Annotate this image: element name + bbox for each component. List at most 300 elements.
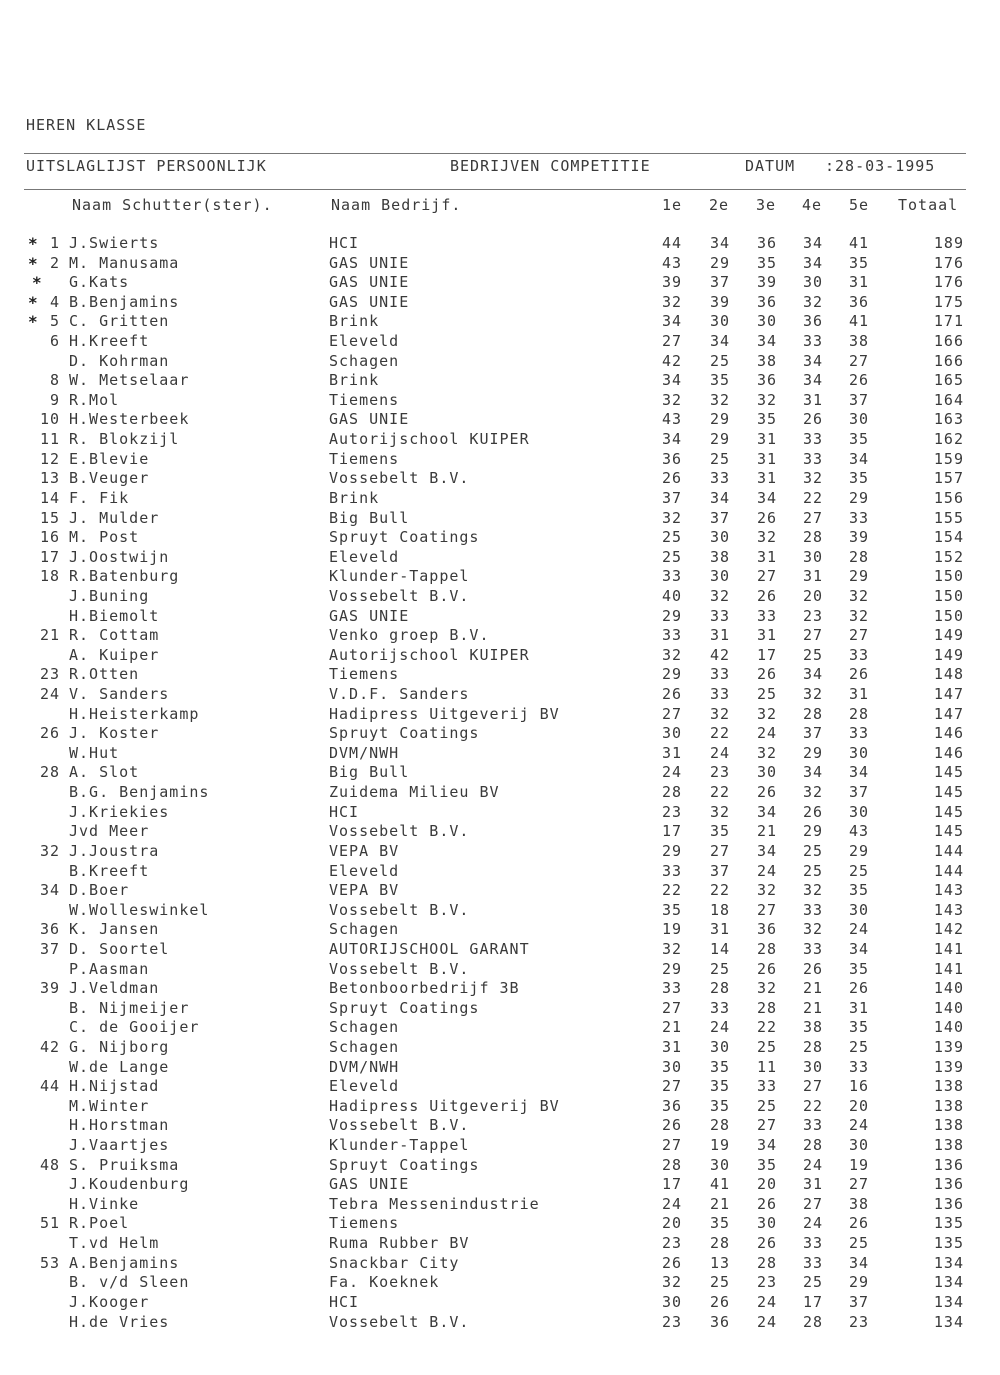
score-1: 40 — [661, 586, 683, 605]
shooter-name: V. Sanders — [69, 685, 170, 704]
total-score: 165 — [933, 371, 964, 390]
score-5: 30 — [848, 1136, 870, 1155]
total-score: 144 — [933, 861, 964, 880]
score-5: 26 — [848, 371, 870, 390]
score-1: 32 — [661, 939, 683, 958]
score-3: 24 — [756, 861, 778, 880]
shooter-name: H.Vinke — [69, 1194, 140, 1213]
total-score: 136 — [933, 1175, 964, 1194]
score-4: 28 — [802, 1312, 824, 1331]
date-label: DATUM — [745, 157, 796, 175]
score-3: 32 — [756, 979, 778, 998]
score-1: 43 — [661, 410, 683, 429]
company-name: Vossebelt B.V. — [329, 959, 470, 978]
score-2: 34 — [709, 488, 731, 507]
company-name: DVM/NWH — [329, 1057, 400, 1076]
table-row — [0, 842, 1000, 862]
score-4: 31 — [802, 567, 824, 586]
score-3: 23 — [756, 1273, 778, 1292]
score-2: 33 — [709, 469, 731, 488]
score-3: 35 — [756, 1155, 778, 1174]
score-5: 41 — [848, 234, 870, 252]
score-4: 32 — [802, 881, 824, 900]
company-name: VEPA BV — [329, 881, 400, 900]
score-5: 34 — [848, 763, 870, 782]
score-2: 41 — [709, 1175, 731, 1194]
score-4: 28 — [802, 704, 824, 723]
score-3: 21 — [756, 822, 778, 841]
company-name: GAS UNIE — [329, 606, 410, 625]
score-1: 29 — [661, 665, 683, 684]
company-name: Schagen — [329, 351, 400, 370]
score-2: 33 — [709, 606, 731, 625]
score-4: 37 — [802, 724, 824, 743]
score-3: 27 — [756, 567, 778, 586]
rank: 51 — [39, 1214, 60, 1233]
company-name: Eleveld — [329, 332, 400, 351]
score-5: 33 — [848, 645, 870, 664]
rank: 42 — [39, 1037, 60, 1056]
total-score: 148 — [933, 665, 964, 684]
score-3: 27 — [756, 900, 778, 919]
shooter-name: H.Horstman — [69, 1116, 170, 1135]
shooter-name: C. Gritten — [69, 312, 170, 331]
score-5: 27 — [848, 1175, 870, 1194]
shooter-name: C. de Gooijer — [69, 1018, 200, 1037]
score-3: 33 — [756, 1077, 778, 1096]
table-row — [0, 430, 1000, 450]
score-5: 35 — [848, 253, 870, 272]
score-4: 25 — [802, 841, 824, 860]
rank: 34 — [39, 881, 60, 900]
column-header-3e: 3e — [756, 196, 777, 214]
company-name: Vossebelt B.V. — [329, 900, 470, 919]
score-1: 26 — [661, 1253, 683, 1272]
shooter-name: A. Slot — [69, 763, 140, 782]
score-1: 32 — [661, 390, 683, 409]
total-score: 150 — [933, 586, 964, 605]
total-score: 139 — [933, 1037, 964, 1056]
table-row — [0, 1097, 1000, 1117]
header-center: BEDRIJVEN COMPETITIE — [450, 157, 651, 175]
score-3: 30 — [756, 312, 778, 331]
score-1: 34 — [661, 312, 683, 331]
score-5: 26 — [848, 665, 870, 684]
score-5: 41 — [848, 312, 870, 331]
total-score: 140 — [933, 998, 964, 1017]
score-1: 30 — [661, 1057, 683, 1076]
shooter-name: H.Heisterkamp — [69, 704, 200, 723]
company-name: Zuidema Milieu BV — [329, 783, 500, 802]
shooter-name: H.Westerbeek — [69, 410, 190, 429]
shooter-name: R. Cottam — [69, 626, 160, 645]
score-3: 24 — [756, 1312, 778, 1331]
rank: 28 — [39, 763, 60, 782]
company-name: Spruyt Coatings — [329, 1155, 480, 1174]
table-row — [0, 1156, 1000, 1176]
score-2: 14 — [709, 939, 731, 958]
company-name: Vossebelt B.V. — [329, 822, 470, 841]
shooter-name: J.Joustra — [69, 841, 160, 860]
score-1: 23 — [661, 1234, 683, 1253]
total-score: 144 — [933, 841, 964, 860]
score-5: 35 — [848, 1018, 870, 1037]
score-5: 30 — [848, 410, 870, 429]
score-2: 29 — [709, 430, 731, 449]
table-row — [0, 567, 1000, 587]
rank: 4 — [49, 292, 60, 311]
date-value: :28-03-1995 — [825, 157, 936, 175]
score-5: 35 — [848, 469, 870, 488]
company-name: GAS UNIE — [329, 273, 410, 292]
score-2: 28 — [709, 1116, 731, 1135]
score-4: 26 — [802, 410, 824, 429]
score-4: 31 — [802, 390, 824, 409]
rank: 24 — [39, 685, 60, 704]
score-3: 31 — [756, 449, 778, 468]
score-3: 34 — [756, 1136, 778, 1155]
table-row — [0, 1214, 1000, 1234]
total-score: 176 — [933, 273, 964, 292]
table-row — [0, 881, 1000, 901]
table-row — [0, 999, 1000, 1019]
table-row — [0, 1038, 1000, 1058]
qualifier-mark: * — [32, 273, 43, 293]
score-2: 26 — [709, 1292, 731, 1311]
score-2: 24 — [709, 1018, 731, 1037]
score-1: 43 — [661, 253, 683, 272]
score-5: 26 — [848, 979, 870, 998]
table-row — [0, 332, 1000, 352]
table-row — [0, 312, 1000, 332]
shooter-name: H.Kreeft — [69, 332, 150, 351]
score-3: 36 — [756, 292, 778, 311]
total-score: 141 — [933, 959, 964, 978]
score-2: 22 — [709, 724, 731, 743]
score-4: 33 — [802, 430, 824, 449]
total-score: 176 — [933, 253, 964, 272]
column-header-2e: 2e — [709, 196, 730, 214]
score-5: 30 — [848, 802, 870, 821]
score-1: 42 — [661, 351, 683, 370]
header-rule-bottom — [24, 189, 966, 190]
score-3: 26 — [756, 783, 778, 802]
rank: 6 — [49, 332, 60, 351]
score-1: 27 — [661, 998, 683, 1017]
qualifier-mark: * — [28, 253, 39, 273]
shooter-name: S. Pruiksma — [69, 1155, 180, 1174]
score-3: 11 — [756, 1057, 778, 1076]
score-3: 32 — [756, 390, 778, 409]
score-2: 22 — [709, 881, 731, 900]
score-5: 27 — [848, 626, 870, 645]
score-5: 32 — [848, 586, 870, 605]
shooter-name: B. Nijmeijer — [69, 998, 190, 1017]
company-name: AUTORIJSCHOOL GARANT — [329, 939, 530, 958]
score-2: 22 — [709, 783, 731, 802]
total-score: 134 — [933, 1253, 964, 1272]
score-1: 17 — [661, 822, 683, 841]
score-5: 37 — [848, 390, 870, 409]
company-name: Eleveld — [329, 1077, 400, 1096]
table-row — [0, 587, 1000, 607]
total-score: 162 — [933, 430, 964, 449]
column-header-company: Naam Bedrijf. — [331, 196, 462, 214]
score-2: 21 — [709, 1194, 731, 1213]
score-3: 34 — [756, 802, 778, 821]
shooter-name: H.Nijstad — [69, 1077, 160, 1096]
shooter-name: P.Aasman — [69, 959, 150, 978]
score-3: 24 — [756, 1292, 778, 1311]
score-4: 26 — [802, 802, 824, 821]
score-3: 36 — [756, 234, 778, 252]
shooter-name: W.de Lange — [69, 1057, 170, 1076]
score-1: 32 — [661, 1273, 683, 1292]
score-4: 32 — [802, 920, 824, 939]
score-4: 25 — [802, 861, 824, 880]
score-1: 27 — [661, 1136, 683, 1155]
score-3: 25 — [756, 1037, 778, 1056]
company-name: Klunder-Tappel — [329, 567, 470, 586]
score-5: 28 — [848, 547, 870, 566]
total-score: 152 — [933, 547, 964, 566]
company-name: Tebra Messenindustrie — [329, 1194, 540, 1213]
table-row — [0, 450, 1000, 470]
score-5: 34 — [848, 939, 870, 958]
total-score: 146 — [933, 743, 964, 762]
score-5: 34 — [848, 1253, 870, 1272]
score-2: 37 — [709, 861, 731, 880]
total-score: 134 — [933, 1273, 964, 1292]
score-3: 36 — [756, 920, 778, 939]
score-3: 30 — [756, 1214, 778, 1233]
table-row — [0, 979, 1000, 999]
score-2: 25 — [709, 449, 731, 468]
total-score: 138 — [933, 1077, 964, 1096]
score-4: 32 — [802, 469, 824, 488]
table-row — [0, 607, 1000, 627]
company-name: DVM/NWH — [329, 743, 400, 762]
shooter-name: R. Blokzijl — [69, 430, 180, 449]
score-1: 27 — [661, 1077, 683, 1096]
score-2: 24 — [709, 743, 731, 762]
shooter-name: J.Vaartjes — [69, 1136, 170, 1155]
score-5: 38 — [848, 332, 870, 351]
column-header-1e: 1e — [662, 196, 683, 214]
score-2: 30 — [709, 1037, 731, 1056]
company-name: Fa. Koeknek — [329, 1273, 440, 1292]
table-row — [0, 901, 1000, 921]
table-row — [0, 685, 1000, 705]
score-4: 27 — [802, 508, 824, 527]
total-score: 143 — [933, 881, 964, 900]
shooter-name: R.Batenburg — [69, 567, 180, 586]
shooter-name: J.Koudenburg — [69, 1175, 190, 1194]
class-title: HEREN KLASSE — [26, 116, 147, 134]
score-3: 31 — [756, 469, 778, 488]
score-4: 26 — [802, 959, 824, 978]
shooter-name: J.Oostwijn — [69, 547, 170, 566]
score-5: 23 — [848, 1312, 870, 1331]
score-4: 34 — [802, 234, 824, 252]
company-name: Autorijschool KUIPER — [329, 430, 530, 449]
score-2: 33 — [709, 685, 731, 704]
table-row — [0, 724, 1000, 744]
score-3: 34 — [756, 332, 778, 351]
score-3: 26 — [756, 1194, 778, 1213]
score-4: 33 — [802, 1234, 824, 1253]
score-5: 25 — [848, 861, 870, 880]
score-2: 13 — [709, 1253, 731, 1272]
score-2: 35 — [709, 822, 731, 841]
shooter-name: B. v/d Sleen — [69, 1273, 190, 1292]
company-name: Snackbar City — [329, 1253, 460, 1272]
score-2: 25 — [709, 351, 731, 370]
shooter-name: J.Kriekies — [69, 802, 170, 821]
score-1: 31 — [661, 743, 683, 762]
table-row — [0, 705, 1000, 725]
score-1: 35 — [661, 900, 683, 919]
shooter-name: J.Buning — [69, 586, 150, 605]
score-1: 26 — [661, 469, 683, 488]
shooter-name: M. Manusama — [69, 253, 180, 272]
score-3: 26 — [756, 508, 778, 527]
table-row — [0, 920, 1000, 940]
table-row — [0, 1077, 1000, 1097]
score-5: 16 — [848, 1077, 870, 1096]
score-4: 34 — [802, 351, 824, 370]
score-2: 32 — [709, 704, 731, 723]
score-2: 35 — [709, 1057, 731, 1076]
company-name: Eleveld — [329, 547, 400, 566]
company-name: GAS UNIE — [329, 292, 410, 311]
total-score: 164 — [933, 390, 964, 409]
score-1: 30 — [661, 1292, 683, 1311]
score-2: 31 — [709, 920, 731, 939]
score-2: 25 — [709, 1273, 731, 1292]
score-3: 25 — [756, 685, 778, 704]
score-4: 21 — [802, 998, 824, 1017]
table-row — [0, 646, 1000, 666]
score-4: 24 — [802, 1155, 824, 1174]
score-1: 25 — [661, 547, 683, 566]
company-name: VEPA BV — [329, 841, 400, 860]
score-2: 35 — [709, 1077, 731, 1096]
score-3: 34 — [756, 488, 778, 507]
score-1: 19 — [661, 920, 683, 939]
score-2: 27 — [709, 841, 731, 860]
total-score: 150 — [933, 567, 964, 586]
shooter-name: D. Kohrman — [69, 351, 170, 370]
score-5: 38 — [848, 1194, 870, 1213]
score-4: 30 — [802, 1057, 824, 1076]
score-4: 27 — [802, 1077, 824, 1096]
score-2: 32 — [709, 586, 731, 605]
total-score: 156 — [933, 488, 964, 507]
total-score: 141 — [933, 939, 964, 958]
score-5: 39 — [848, 528, 870, 547]
score-4: 33 — [802, 1253, 824, 1272]
score-5: 29 — [848, 841, 870, 860]
table-row — [0, 1234, 1000, 1254]
score-5: 32 — [848, 606, 870, 625]
company-name: Autorijschool KUIPER — [329, 645, 530, 664]
rank: 1 — [49, 234, 60, 252]
results-table — [0, 234, 1000, 1332]
shooter-name: B.Benjamins — [69, 292, 180, 311]
score-2: 29 — [709, 253, 731, 272]
score-3: 32 — [756, 528, 778, 547]
total-score: 149 — [933, 645, 964, 664]
company-name: HCI — [329, 1292, 360, 1311]
company-name: Spruyt Coatings — [329, 724, 480, 743]
total-score: 150 — [933, 606, 964, 625]
column-header-5e: 5e — [849, 196, 870, 214]
score-5: 28 — [848, 704, 870, 723]
score-4: 33 — [802, 939, 824, 958]
score-4: 29 — [802, 743, 824, 762]
score-4: 32 — [802, 783, 824, 802]
score-2: 37 — [709, 508, 731, 527]
rank: 36 — [39, 920, 60, 939]
score-5: 24 — [848, 1116, 870, 1135]
score-4: 23 — [802, 606, 824, 625]
score-5: 43 — [848, 822, 870, 841]
score-3: 39 — [756, 273, 778, 292]
score-3: 24 — [756, 724, 778, 743]
score-3: 34 — [756, 841, 778, 860]
shooter-name: J. Mulder — [69, 508, 160, 527]
company-name: Vossebelt B.V. — [329, 1116, 470, 1135]
score-5: 19 — [848, 1155, 870, 1174]
score-5: 35 — [848, 881, 870, 900]
score-1: 33 — [661, 979, 683, 998]
score-3: 31 — [756, 547, 778, 566]
table-row — [0, 1018, 1000, 1038]
score-5: 31 — [848, 685, 870, 704]
table-row — [0, 254, 1000, 274]
score-1: 24 — [661, 1194, 683, 1213]
total-score: 136 — [933, 1194, 964, 1213]
score-2: 28 — [709, 1234, 731, 1253]
score-1: 28 — [661, 1155, 683, 1174]
total-score: 155 — [933, 508, 964, 527]
score-4: 20 — [802, 586, 824, 605]
table-row — [0, 763, 1000, 783]
company-name: GAS UNIE — [329, 253, 410, 272]
score-4: 27 — [802, 626, 824, 645]
company-name: Vossebelt B.V. — [329, 1312, 470, 1331]
shooter-name: W. Metselaar — [69, 371, 190, 390]
table-row — [0, 391, 1000, 411]
table-row — [0, 940, 1000, 960]
column-header-4e: 4e — [802, 196, 823, 214]
table-row — [0, 822, 1000, 842]
score-2: 30 — [709, 567, 731, 586]
score-1: 29 — [661, 841, 683, 860]
total-score: 143 — [933, 900, 964, 919]
score-1: 32 — [661, 508, 683, 527]
company-name: Big Bull — [329, 508, 410, 527]
company-name: Hadipress Uitgeverij BV — [329, 704, 560, 723]
company-name: Betonboorbedrijf 3B — [329, 979, 520, 998]
shooter-name: E.Blevie — [69, 449, 150, 468]
company-name: Tiemens — [329, 665, 400, 684]
total-score: 135 — [933, 1234, 964, 1253]
total-score: 136 — [933, 1155, 964, 1174]
score-2: 30 — [709, 312, 731, 331]
score-2: 31 — [709, 626, 731, 645]
